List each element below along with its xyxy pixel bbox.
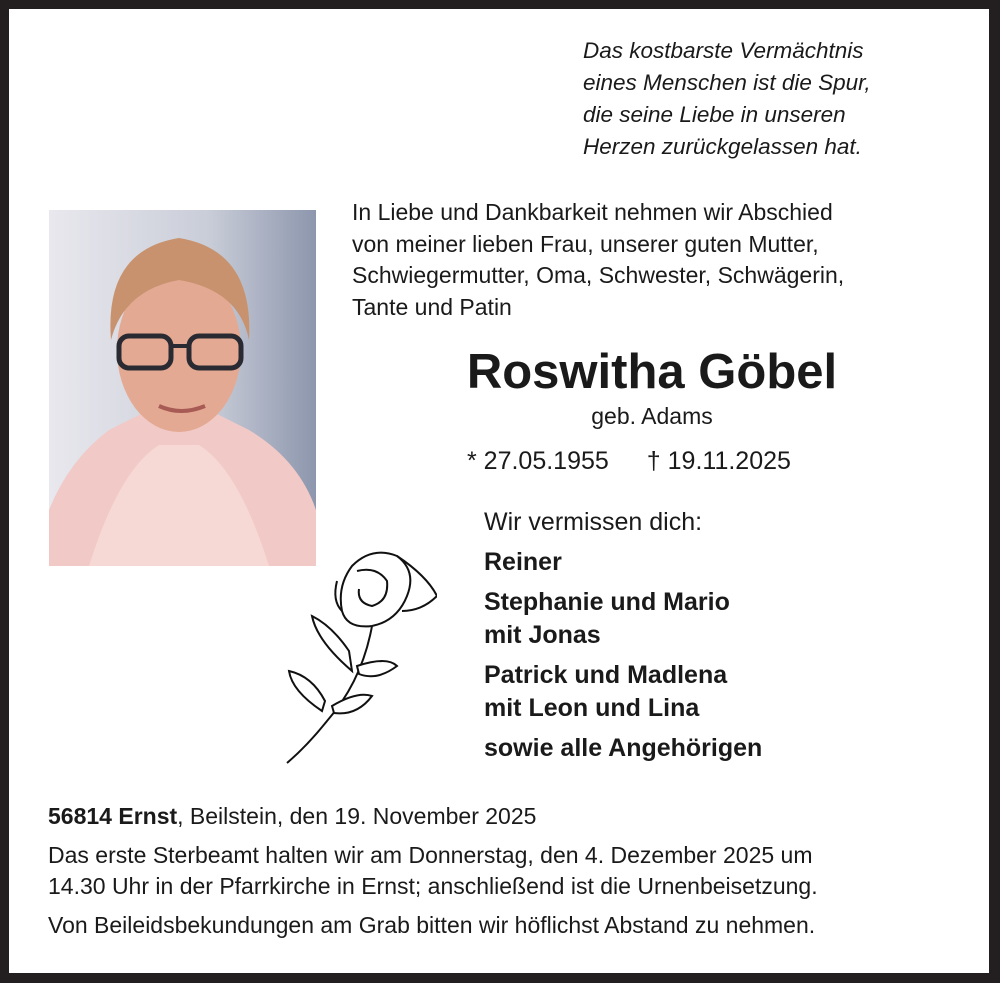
memorial-quote: Das kostbarste Vermächtnis eines Menschen ist die Spur, die seine Liebe in unseren Herzen zurückgelassen hat.: [583, 38, 871, 159]
deceased-name: Roswitha Göbel: [466, 345, 838, 399]
condolence-note: Von Beileidsbekundungen am Grab bitten wir höflichst Abstand zu nehmen.: [48, 912, 816, 938]
mourner: sowie alle Angehörigen: [484, 734, 763, 762]
birth-date: * 27.05.1955: [467, 447, 609, 475]
rose-drawing: [277, 541, 437, 766]
mourner: Stephanie und Mario mit Jonas: [484, 588, 730, 649]
mourner: Patrick und Madlena mit Leon und Lina: [484, 661, 728, 722]
mourner: Reiner: [484, 548, 562, 576]
mourners-list: [484, 546, 762, 772]
death-date: † 19.11.2025: [646, 447, 791, 475]
obituary-notice: [9, 9, 989, 973]
life-dates: [467, 445, 829, 477]
service-details: Das erste Sterbeamt halten wir am Donnerstag, den 4. Dezember 2025 um 14.30 Uhr in der Pfarrkirche in Ernst; anschließend ist die Urnenbeisetzung.: [48, 842, 818, 899]
portrait-photo: [49, 210, 316, 566]
place-date: 56814 Ernst, Beilstein, den 19. November 2025: [48, 803, 537, 829]
birth-name: geb. Adams: [591, 403, 713, 429]
funeral-info: [48, 801, 818, 949]
farewell-intro: In Liebe und Dankbarkeit nehmen wir Abschied von meiner lieben Frau, unserer guten Mutter, Schwiegermutter, Oma, Schwester, Schwägerin, Tante und Patin: [352, 199, 845, 320]
mourners-heading: Wir vermissen dich:: [484, 508, 703, 536]
